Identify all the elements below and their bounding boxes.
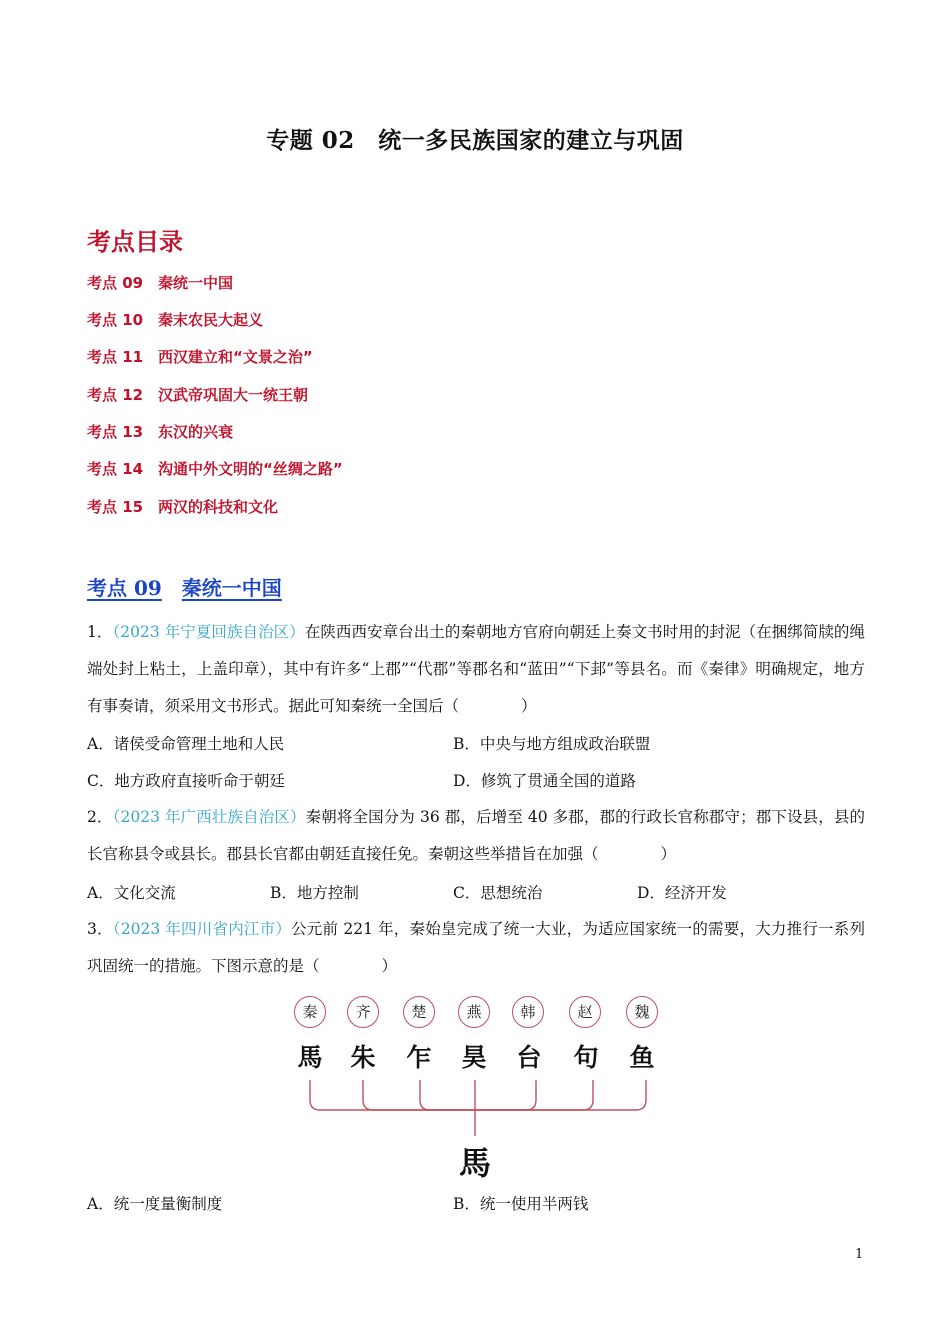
page-title: 专题 02 统一多民族国家的建立与巩固	[266, 127, 684, 154]
question-stem: 秦朝将全国分为 36 郡，后增至 40 多郡，郡的行政长官称郡守；郡下设县，县的长官称县令或县长。郡县长官都由朝廷直接任免。秦朝这些举措旨在加强（ ）	[87, 808, 865, 863]
question-3	[87, 911, 865, 985]
option-a[interactable]: A．文化交流	[87, 884, 176, 902]
toc-item-label: 东汉的兴衰	[158, 423, 234, 441]
ancient-glyph: 鱼	[629, 1043, 655, 1072]
toc-item[interactable]	[87, 458, 343, 479]
toc-item-code: 考点 12	[87, 386, 144, 404]
option-d[interactable]: D．修筑了贯通全国的道路	[453, 772, 636, 790]
state-circle-wei: 魏	[626, 996, 658, 1028]
question-stem: 公元前 221 年，秦始皇完成了统一大业，为适应国家统一的需要，大力推行一系列巩固统一的措施。下图示意的是（ ）	[87, 920, 865, 975]
toc-item-code: 考点 09	[87, 274, 144, 292]
toc-item-code: 考点 14	[87, 460, 144, 478]
state-circle-qin: 秦	[294, 996, 326, 1028]
state-circle-chu: 楚	[403, 996, 435, 1028]
ancient-glyph: 句	[573, 1043, 599, 1072]
script-unification-figure	[290, 996, 670, 1186]
toc-item-label: 沟通中外文明的“丝绸之路”	[158, 460, 343, 478]
toc-item-label: 汉武帝巩固大一统王朝	[158, 386, 309, 404]
state-circle-qi: 齐	[347, 996, 379, 1028]
toc-item-label: 西汉建立和“文景之治”	[158, 348, 313, 366]
ancient-glyph: 馬	[297, 1043, 323, 1072]
toc-item[interactable]	[87, 346, 313, 367]
option-c[interactable]: C．地方政府直接听命于朝廷	[87, 772, 285, 790]
page-number: 1	[855, 1247, 864, 1262]
question-source: （2023 年四川省内江市）	[112, 920, 292, 938]
option-b[interactable]: B．地方控制	[270, 884, 359, 902]
question-number: 1．	[87, 623, 113, 641]
toc-item[interactable]	[87, 309, 263, 330]
toc-item-label: 秦统一中国	[158, 274, 234, 292]
state-circle-zhao: 赵	[569, 996, 601, 1028]
question-2	[87, 799, 865, 873]
question-number: 3．	[87, 920, 113, 938]
question-number: 2．	[87, 808, 113, 826]
toc-heading: 考点目录	[87, 228, 183, 256]
ancient-glyph: 昊	[461, 1043, 487, 1072]
option-c[interactable]: C．思想统治	[453, 884, 543, 902]
question-source: （2023 年宁夏回族自治区）	[112, 623, 305, 641]
question-source: （2023 年广西壮族自治区）	[112, 808, 306, 826]
toc-item-label: 两汉的科技和文化	[158, 498, 279, 516]
option-a[interactable]: A．诸侯受命管理土地和人民	[87, 735, 285, 753]
toc-item-label: 秦末农民大起义	[158, 311, 264, 329]
option-a[interactable]: A．统一度量衡制度	[87, 1195, 223, 1213]
option-d[interactable]: D．经济开发	[637, 884, 727, 902]
state-circle-han: 韩	[512, 996, 544, 1028]
question-stem: 在陕西西安章台出土的秦朝地方官府向朝廷上奏文书时用的封泥（在捆绑简牍的绳端处封上粘土，上盖印章），其中有许多“上郡”“代郡”等郡名和“蓝田”“下邽”等县名。而《秦律》明确规定，地方有事奏请，须采用文书形式。据此可知秦统一全国后（ ）	[87, 623, 865, 715]
unified-glyph: 馬	[458, 1144, 491, 1182]
toc-item-code: 考点 15	[87, 498, 144, 516]
option-b[interactable]: B．统一使用半两钱	[453, 1195, 589, 1213]
option-b[interactable]: B．中央与地方组成政治联盟	[453, 735, 651, 753]
ancient-glyph: 朱	[350, 1043, 376, 1072]
ancient-glyph: 乍	[406, 1043, 432, 1072]
section-heading[interactable]	[87, 572, 282, 601]
toc-item-code: 考点 13	[87, 423, 144, 441]
section-code: 考点 09	[87, 576, 162, 600]
question-1	[87, 614, 865, 725]
toc-item-code: 考点 10	[87, 311, 144, 329]
toc-item[interactable]	[87, 496, 278, 517]
toc-item-code: 考点 11	[87, 348, 144, 366]
toc-item[interactable]	[87, 384, 308, 405]
toc-item[interactable]	[87, 421, 233, 442]
state-circle-yan: 燕	[458, 996, 490, 1028]
section-label: 秦统一中国	[181, 576, 282, 600]
ancient-glyph: 台	[516, 1043, 542, 1072]
toc-item[interactable]	[87, 272, 233, 293]
